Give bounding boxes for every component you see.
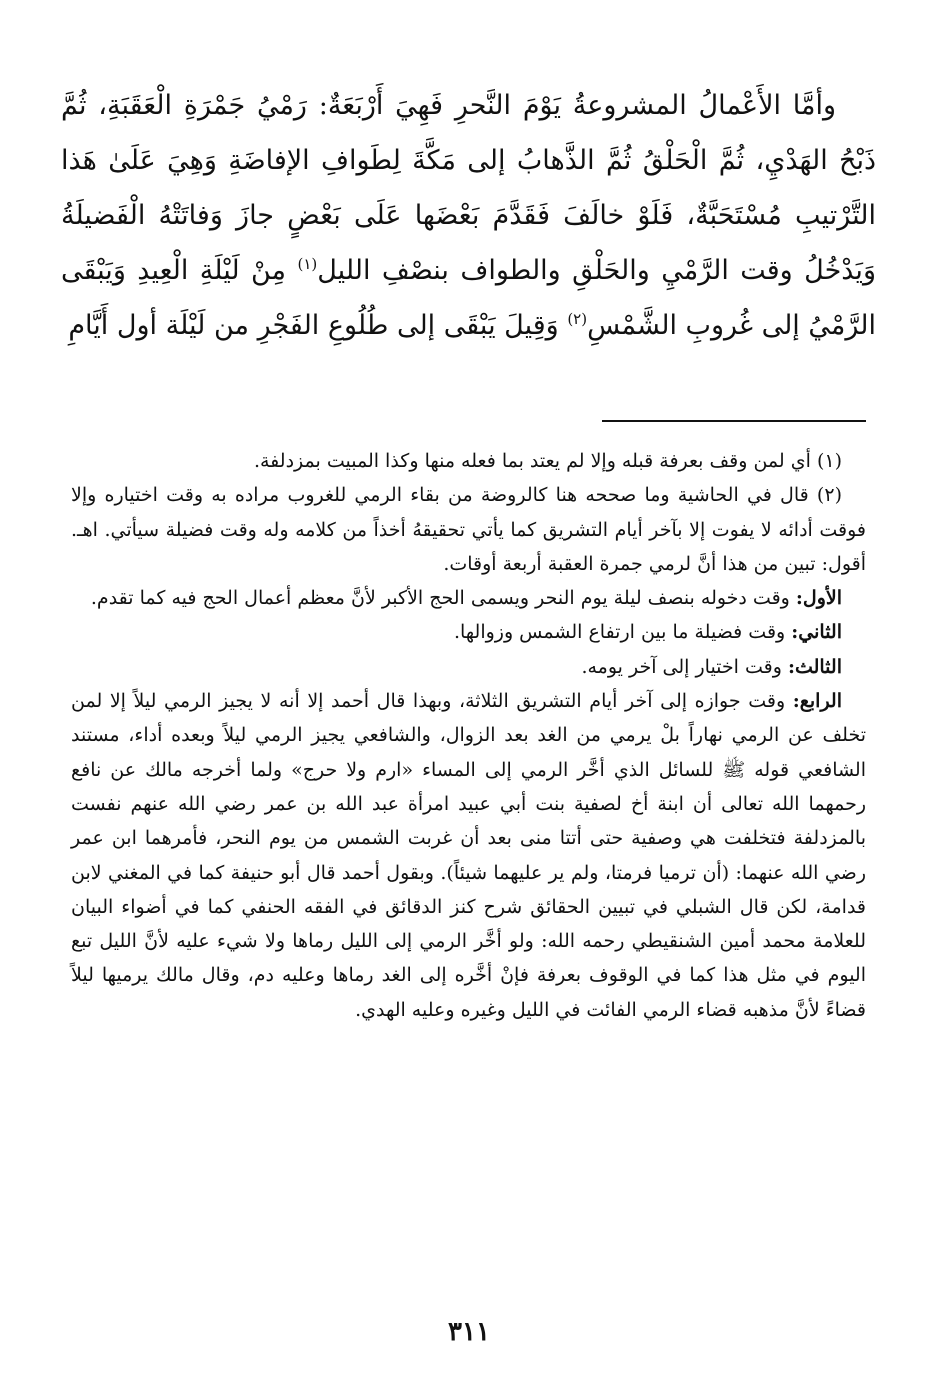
first-time-label: الأول: <box>795 587 842 610</box>
main-text-part-3: مِنْ لَيْلَةِ الْعِيدِ وَيَبْقَى الرَّمْيُ إلى غُروبِ الشَّمْسِ <box>61 255 876 341</box>
main-text-part-2: وَيَدْخُلُ وقت الرَّمْيِ والحَلْقِ والطواف بنصْفِ الليل <box>317 255 876 286</box>
main-text-part-4: وَقِيلَ يَبْقَى إلى طُلُوعِ الفَجْرِ من لَيْلَة أول أَيَّامِ <box>68 310 559 341</box>
main-paragraph <box>61 78 876 353</box>
footnote-1: (١) أي لمن وقف بعرفة قبله وإلا لم يعتد بما فعله منها وكذا المبيت بمزدلفة. <box>253 450 842 472</box>
footnote-ref-2[interactable]: (٢) <box>567 310 588 328</box>
footnote-2: (٢) قال في الحاشية وما صححه هنا كالروضة من بقاء الرمي للغروب مراده به وقت اختياره وإلا فوقت أدائه لا يفوت إلا بآخر أيام التشريق كما يأتي تحقيقهُ أخذاً من كلامه وله وقت فضيلة سيأتي. اهـ. أقول: تبين من هذا أنَّ لرمي جمرة العقبة أربعة أوقات. <box>71 484 866 575</box>
first-time-text: وقت دخوله بنصف ليلة يوم النحر ويسمى الحج الأكبر لأنَّ معظم أعمال الحج فيه كما تقدم. <box>90 587 790 610</box>
main-text-part-1: وأمَّا الأَعْمالُ المشروعةُ يَوْمَ النَّحرِ فَهِيَ أَرْبَعَةٌ: رَمْيُ جَمْرَةِ الْعَقَبَةِ، ثُمَّ ذَبْحُ الهَدْيِ، ثُمَّ الْحَلْقُ ثُمَّ الذَّهابُ إلى مَكَّةَ لِطَوافِ الإفاضَةِ وَهِيَ عَلَىٰ هَذا التَّرْتيبِ مُسْتَحَبَّةٌ، فَلَوْ خالَفَ فَقَدَّمَ بَعْضَها عَلَى بَعْضٍ جازَ وَفاتَتْهُ الْفَضيلَةُ <box>61 90 876 231</box>
footnote-time-third <box>71 650 866 684</box>
footnote-time-second <box>71 615 866 649</box>
third-time-text: وقت اختيار إلى آخر يومه. <box>581 655 782 678</box>
second-time-text: وقت فضيلة ما بين ارتفاع الشمس وزوالها. <box>453 621 786 644</box>
fourth-time-text: وقت جوازه إلى آخر أيام التشريق الثلاثة، وبهذا قال أحمد إلا أنه لا يجيز الرمي ليلاً إلا لمن تخلف عن الرمي نهاراً بلْ يرمي من الغد بعد الزوال، والشافعي يجيز الرمي ليلاً وبعده أداء، مستند الشافعي قوله ﷺ للسائل الذي أخَّر الرمي إلى المساء «ارم ولا حرج» ولما أخرجه مالك عن نافع رحمهما الله تعالى أن ابنة أخ لصفية بنت أبي عبيد امرأة عبد الله بن عمر رضي الله عنهم نفست بالمزدلفة فتخلفت هي وصفية حتى أتتا منى بعد أن غربت الشمس من يوم النحر، فأمرهما ابن عمر رضي الله عنهما: (أن ترميا فرمتا، ولم ير عليهما شيئاً). وبقول أحمد قال أبو حنيفة كما في المغني لابن قدامة، لكن قال الشبلي في تبيين الحقائق شرح كنز الدقائق في الفقه الحنفي كما في أضواء البيان للعلامة محمد أمين الشنقيطي رحمه الله: ولو أخَّر الرمي إلى الليل رماها ولا شيء عليه لأنَّ الليل تبع اليوم في مثل هذا كما في الوقوف بعرفة فإنْ أخَّره إلى الغد رماها وعليه دم، وقال مالك يرميها ليلاً قضاءً لأنَّ مذهبه قضاء الرمي الفائت في الليل وغيره وعليه الهدي. <box>71 690 866 1021</box>
main-text <box>61 78 876 353</box>
footnote-time-first <box>71 581 866 615</box>
third-time-label: الثالث: <box>787 655 842 678</box>
footnotes <box>71 444 866 1027</box>
second-time-label: الثاني: <box>791 621 842 644</box>
footnote-time-fourth <box>71 684 866 1027</box>
footnote-ref-1[interactable]: (١) <box>297 255 318 273</box>
page-number: ٣١١ <box>448 1317 490 1347</box>
fourth-time-label: الرابع: <box>792 690 842 713</box>
footnote-divider <box>602 420 866 422</box>
